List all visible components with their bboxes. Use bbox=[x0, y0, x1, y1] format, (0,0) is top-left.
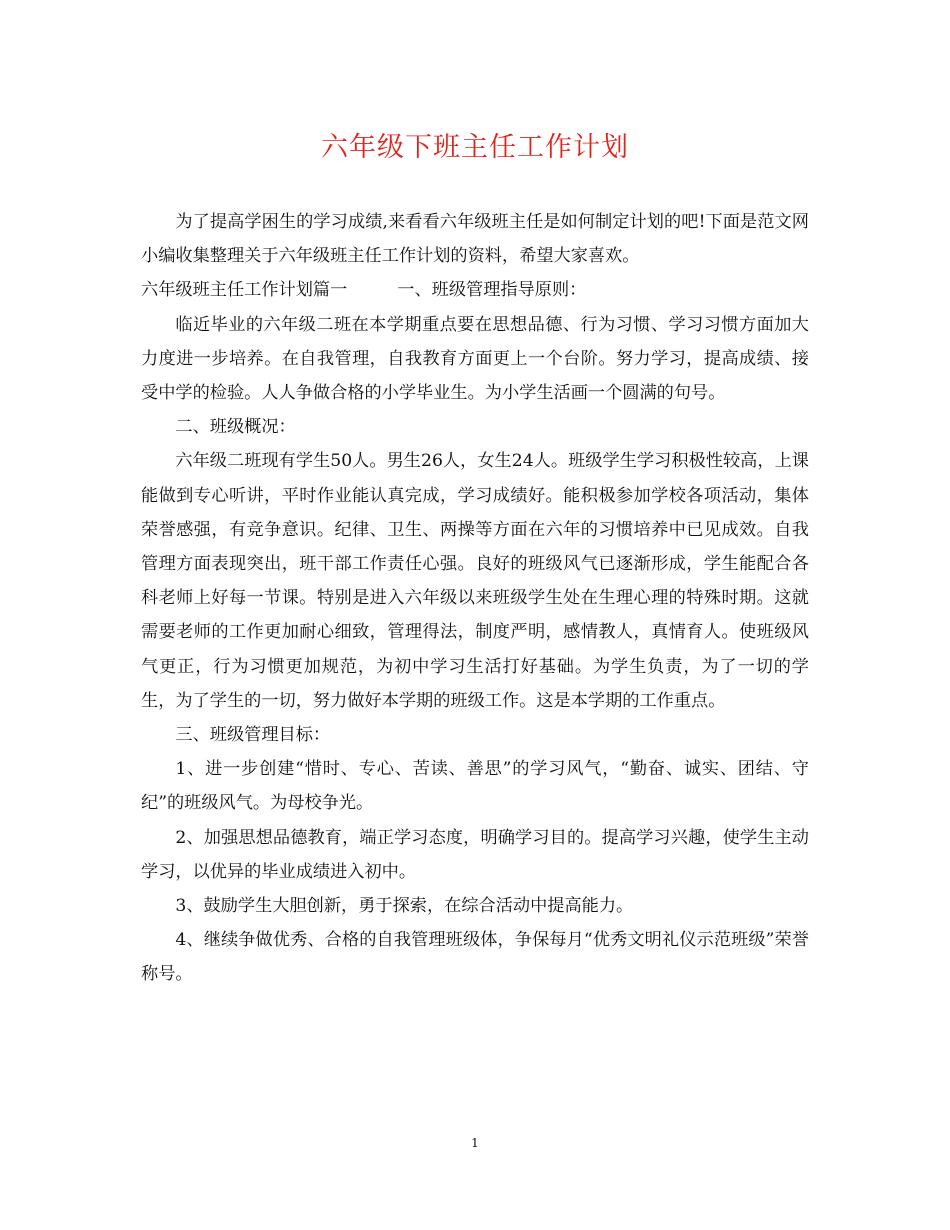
intro-paragraph: 为了提高学困生的学习成绩,来看看六年级班主任是如何制定计划的吧!下面是范文网小编收集整理关于六年级班主任工作计划的资料，希望大家喜欢。 bbox=[141, 212, 809, 267]
section-label: 六年级班主任工作计划篇一 bbox=[141, 280, 348, 301]
page-number: 1 bbox=[471, 1136, 479, 1150]
goal-3: 3、鼓励学生大胆创新，勇于探索，在综合活动中提高能力。 bbox=[175, 896, 634, 917]
heading-2: 二、班级概况： bbox=[175, 417, 296, 438]
goal-2: 2、加强思想品德教育，端正学习态度，明确学习目的。提高学习兴趣，使学生主动学习，以优异的毕业成绩进入初中。 bbox=[141, 827, 809, 882]
document-body bbox=[141, 205, 809, 992]
section-line bbox=[141, 273, 809, 307]
heading-3: 三、班级管理目标： bbox=[175, 725, 331, 746]
goal-4: 4、继续争做优秀、合格的自我管理班级体，争保每月“优秀文明礼仪示范班级”荣誉称号。 bbox=[141, 930, 809, 985]
goal-1: 1、进一步创建“惜时、专心、苦读、善思”的学习风气，“勤奋、诚实、团结、守纪”的班级风气。为母校争光。 bbox=[141, 759, 809, 814]
document-title: 六年级下班主任工作计划 bbox=[321, 132, 629, 163]
section-heading-1: 一、班级管理指导原则： bbox=[397, 280, 587, 301]
paragraph-2: 六年级二班现有学生50人。男生26人，女生24人。班级学生学习积极性较高，上课能做到专心听讲，平时作业能认真完成，学习成绩好。能积极参加学校各项活动，集体荣誉感强，有竞争意识。纪律、卫生、两操等方面在六年的习惯培养中已见成效。自我管理方面表现突出，班干部工作责任心强。良好的班级风气已逐渐形成，学生能配合各科老师上好每一节课。特别是进入六年级以来班级学生处在生理心理的特殊时期。这就需要老师的工作更加耐心细致，管理得法，制度严明，感情教人，真情育人。使班级风气更正，行为习惯更加规范，为初中学习生活打好基础。为学生负责，为了一切的学生，为了学生的一切，努力做好本学期的班级工作。这是本学期的工作重点。 bbox=[141, 451, 809, 711]
paragraph-1: 临近毕业的六年级二班在本学期重点要在思想品德、行为习惯、学习习惯方面加大力度进一步培养。在自我管理，自我教育方面更上一个台阶。努力学习，提高成绩、接受中学的检验。人人争做合格的小学毕业生。为小学生活画一个圆满的句号。 bbox=[141, 314, 809, 404]
